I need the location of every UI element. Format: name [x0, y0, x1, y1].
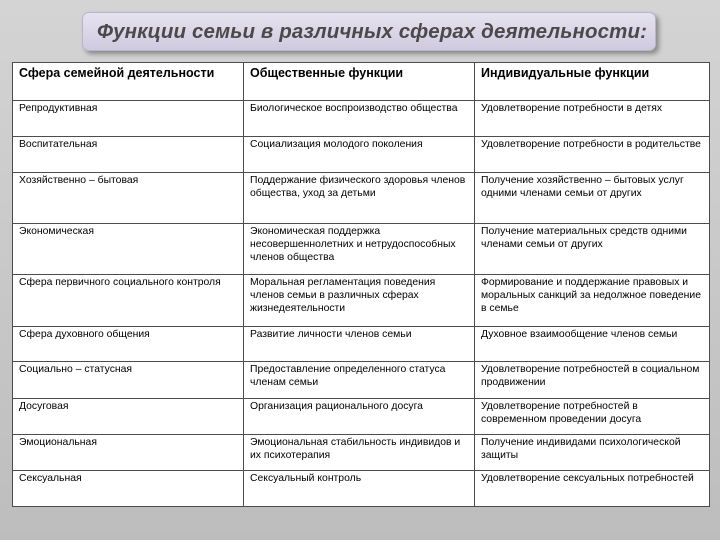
individual-function-cell: Удовлетворение потребности в детях [475, 101, 710, 137]
individual-function-cell: Удовлетворение сексуальных потребностей [475, 471, 710, 507]
table-row [13, 224, 710, 275]
sphere-cell: Сфера духовного общения [13, 327, 244, 362]
public-function-cell: Биологическое воспроизводство общества [244, 101, 475, 137]
family-functions-table [12, 62, 710, 507]
table-row [13, 275, 710, 327]
public-function-cell: Моральная регламентация поведения членов семьи в различных сферах жизнедеятельности [244, 275, 475, 327]
sphere-cell: Воспитательная [13, 137, 244, 173]
header-cell-individual-functions: Индивидуальные функции [475, 63, 710, 101]
public-function-cell: Поддержание физического здоровья членов общества, уход за детьми [244, 173, 475, 224]
table-row [13, 137, 710, 173]
header-cell-sphere: Сфера семейной деятельности [13, 63, 244, 101]
individual-function-cell: Удовлетворение потребностей в социальном продвижении [475, 362, 710, 399]
individual-function-cell: Получение материальных средств одними членами семьи от других [475, 224, 710, 275]
sphere-cell: Эмоциональная [13, 435, 244, 471]
sphere-cell: Досуговая [13, 399, 244, 435]
public-function-cell: Предоставление определенного статуса членам семьи [244, 362, 475, 399]
sphere-cell: Экономическая [13, 224, 244, 275]
individual-function-cell: Удовлетворение потребностей в современном проведении досуга [475, 399, 710, 435]
sphere-cell: Сфера первичного социального контроля [13, 275, 244, 327]
table-row [13, 327, 710, 362]
individual-function-cell: Духовное взаимообщение членов семьи [475, 327, 710, 362]
title-banner [82, 12, 656, 51]
sphere-cell: Сексуальная [13, 471, 244, 507]
table-row [13, 362, 710, 399]
public-function-cell: Сексуальный контроль [244, 471, 475, 507]
public-function-cell: Социализация молодого поколения [244, 137, 475, 173]
table-row [13, 471, 710, 507]
sphere-cell: Репродуктивная [13, 101, 244, 137]
public-function-cell: Развитие личности членов семьи [244, 327, 475, 362]
individual-function-cell: Получение индивидами психологической защиты [475, 435, 710, 471]
individual-function-cell: Формирование и поддержание правовых и моральных санкций за недолжное поведение в семье [475, 275, 710, 327]
individual-function-cell: Получение хозяйственно – бытовых услуг одними членами семьи от других [475, 173, 710, 224]
individual-function-cell: Удовлетворение потребности в родительстве [475, 137, 710, 173]
sphere-cell: Хозяйственно – бытовая [13, 173, 244, 224]
table-header-row [13, 63, 710, 101]
public-function-cell: Эмоциональная стабильность индивидов и их психотерапия [244, 435, 475, 471]
page-title: Функции семьи в различных сферах деятельности: [97, 19, 648, 43]
table-row [13, 101, 710, 137]
sphere-cell: Социально – статусная [13, 362, 244, 399]
public-function-cell: Экономическая поддержка несовершеннолетних и нетрудоспособных членов общества [244, 224, 475, 275]
table-row [13, 399, 710, 435]
public-function-cell: Организация рационального досуга [244, 399, 475, 435]
table-row [13, 173, 710, 224]
table-row [13, 435, 710, 471]
header-cell-public-functions: Общественные функции [244, 63, 475, 101]
